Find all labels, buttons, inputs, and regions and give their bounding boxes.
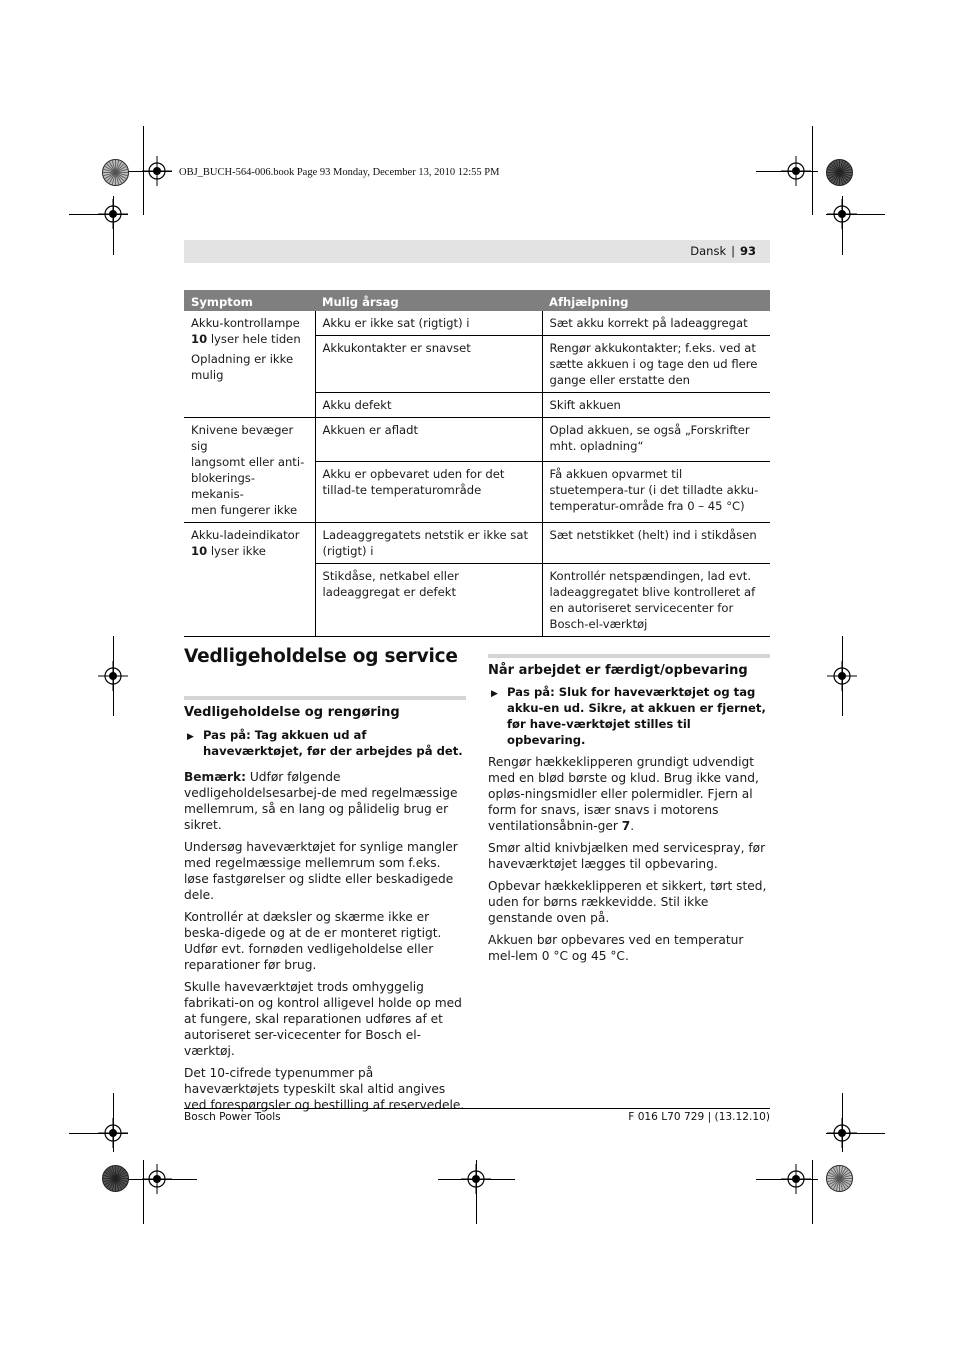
warning-text: Pas på: Sluk for haveværktøjet og tag akku-en ud. Sikre, at akkuen er fjernet, før have-værktøjet stilles til opbevaring. <box>507 685 766 747</box>
note-text: Udfør følgende vedligeholdelsesarbej-de med regelmæssige mellemrum, så en lang og pålidelig brug er sikret. <box>184 770 458 832</box>
cause-cell: Ladeaggregatets netstik er ikke sat (rigtigt) i <box>315 523 542 564</box>
symptom-line <box>191 527 308 543</box>
footer-doc-number: F 016 L70 729 | (13.12.10) <box>628 1111 770 1123</box>
paragraph <box>488 754 770 834</box>
symptom-text: blokerings-mekanis- <box>191 471 256 501</box>
note-label: Bemærk: <box>184 770 247 784</box>
remedy-cell: Sæt netstikket (helt) ind i stikdåsen <box>542 523 770 564</box>
footer-rule <box>184 1108 770 1109</box>
symptom-text: langsomt eller anti- <box>191 455 305 469</box>
header-separator: | <box>731 244 735 258</box>
symptom-text: lyser ikke <box>207 544 266 558</box>
right-column <box>488 654 770 970</box>
page-number: 93 <box>739 244 756 258</box>
table-row <box>184 418 770 462</box>
remedy-cell: Oplad akkuen, se også „Forskrifter mht. opladning“ <box>542 418 770 462</box>
symptom-text: mulig <box>191 368 224 382</box>
paragraph: Akkuen bør opbevares ved en temperatur mel-lem 0 °C og 45 °C. <box>488 933 744 963</box>
running-header <box>184 240 770 263</box>
troubleshooting-table <box>184 290 770 637</box>
remedy-cell: Sæt akku korrekt på ladeaggregat <box>542 311 770 336</box>
cause-cell: Akku defekt <box>315 393 542 418</box>
color-target-icon <box>826 1165 853 1192</box>
symptom-text: Akku-ladeindikator <box>191 528 300 542</box>
table-header-row <box>184 290 770 311</box>
registration-mark-icon <box>827 661 857 691</box>
symptom-text: Knivene bevæger sig <box>191 423 294 453</box>
cause-cell: Akkukontakter er snavset <box>315 336 542 393</box>
symptom-line <box>191 470 308 502</box>
color-target-icon <box>826 159 853 186</box>
paragraph-text: Rengør hækkeklipperen grundigt udvendigt med en blød børste og klud. Brug ikke vand, opløs-ningsmidler eller polermidler. Fjern al form for snavs, især snavs i motorens ventilationsåbnin-ger <box>488 755 759 833</box>
remedy-cell: Få akkuen opvarmet til stuetempera-tur (i det tilladte akku-temperatur-område fra 0 – 45 °C) <box>542 461 770 522</box>
symptom-ref-number: 10 <box>191 544 208 558</box>
warning-note-storage <box>488 684 770 748</box>
symptom-line <box>191 331 308 347</box>
symptom-line <box>191 454 308 470</box>
remedy-cell: Kontrollér netspændingen, lad evt. ladeaggregatet blive kontrolleret af en autoriseret servicecenter for Bosch-el-værktøj <box>542 564 770 637</box>
header-remedy: Afhjælpning <box>542 290 770 311</box>
paragraph-end: . <box>630 819 635 833</box>
table-row <box>184 523 770 564</box>
header-cause: Mulig årsag <box>315 290 542 311</box>
symptom-text: Akku-kontrollampe <box>191 316 300 330</box>
cause-cell: Akkuen er afladt <box>315 418 542 462</box>
registration-mark-icon <box>98 199 128 229</box>
remedy-cell: Rengør akkukontakter; f.eks. ved at sætte akkuen i og tage den ud flere gange eller erstatte den <box>542 336 770 393</box>
table-row <box>184 311 770 336</box>
symptom-cell <box>184 311 315 418</box>
color-target-icon <box>102 159 129 186</box>
registration-mark-icon <box>827 199 857 229</box>
symptom-text: lyser hele tiden <box>207 332 301 346</box>
symptom-cell <box>184 418 315 523</box>
symptom-line <box>191 543 308 559</box>
note-paragraph <box>184 769 466 833</box>
color-target-icon <box>102 1165 129 1192</box>
cause-cell: Stikdåse, netkabel eller ladeaggregat er defekt <box>315 564 542 637</box>
paragraph: Kontrollér at dæksler og skærme ikke er beska-digede og at de er monteret rigtigt. Udfør evt. fornøden vedligeholdelse eller reparationer før brug. <box>184 910 442 972</box>
paragraph: Skulle haveværktøjet trods omhyggelig fabrikati-on og kontrol alligevel holde op med at fungere, skal reparationen udføres af et autoriseret ser-vicecenter for Bosch el-værktøj. <box>184 980 462 1058</box>
crop-line <box>812 1160 813 1224</box>
cause-cell: Akku er ikke sat (rigtigt) i <box>315 311 542 336</box>
symptom-line <box>191 422 308 454</box>
paragraph: Det 10-cifrede typenummer på haveværktøjets typeskilt skal altid angives ved forespørgsler og bestilling af reservedele. <box>184 1066 465 1112</box>
subsection-title-storage: Når arbejdet er færdigt/opbevaring <box>488 654 770 678</box>
symptom-line <box>191 315 308 331</box>
table-body <box>184 311 770 637</box>
bullet-triangle-icon: ▶ <box>491 689 498 699</box>
warning-text: Pas på: Tag akkuen ud af haveværktøjet, før der arbejdes på det. <box>203 728 463 758</box>
bullet-triangle-icon: ▶ <box>187 732 194 742</box>
print-info: OBJ_BUCH-564-006.book Page 93 Monday, December 13, 2010 12:55 PM <box>179 167 500 178</box>
symptom-line <box>191 351 308 367</box>
symptom-line <box>191 502 308 518</box>
symptom-ref-number: 10 <box>191 332 208 346</box>
part-number: 7 <box>621 819 631 833</box>
section-title: Vedligeholdelse og service <box>184 646 458 667</box>
registration-mark-icon <box>781 1164 811 1194</box>
registration-mark-icon <box>98 661 128 691</box>
registration-mark-icon <box>98 1118 128 1148</box>
subsection-title: Vedligeholdelse og rengøring <box>184 696 466 720</box>
symptom-cell <box>184 523 315 637</box>
registration-mark-icon <box>827 1118 857 1148</box>
symptom-line <box>191 367 308 383</box>
registration-mark-icon <box>781 156 811 186</box>
left-column <box>184 646 466 1119</box>
registration-mark-icon <box>461 1164 491 1194</box>
paragraph: Smør altid knivbjælken med servicespray, før haveværktøjet lægges til opbevaring. <box>488 841 766 871</box>
footer-brand: Bosch Power Tools <box>184 1111 281 1123</box>
header-symptom: Symptom <box>184 290 315 311</box>
symptom-text: Opladning er ikke <box>191 352 294 366</box>
registration-mark-icon <box>142 156 172 186</box>
symptom-text: men fungerer ikke <box>191 503 298 517</box>
cause-cell: Akku er opbevaret uden for det tillad-te temperaturområde <box>315 461 542 522</box>
warning-note <box>184 727 466 759</box>
remedy-cell: Skift akkuen <box>542 393 770 418</box>
paragraph: Opbevar hækkeklipperen et sikkert, tørt sted, uden for børns rækkevidde. Stil ikke genstande oven på. <box>488 879 767 925</box>
header-language: Dansk <box>690 244 727 258</box>
registration-mark-icon <box>142 1164 172 1194</box>
paragraph: Undersøg haveværktøjet for synlige mangler med regelmæssige mellemrum som f.eks. løse fastgørelser og slidte eller beskadigede dele. <box>184 840 458 902</box>
